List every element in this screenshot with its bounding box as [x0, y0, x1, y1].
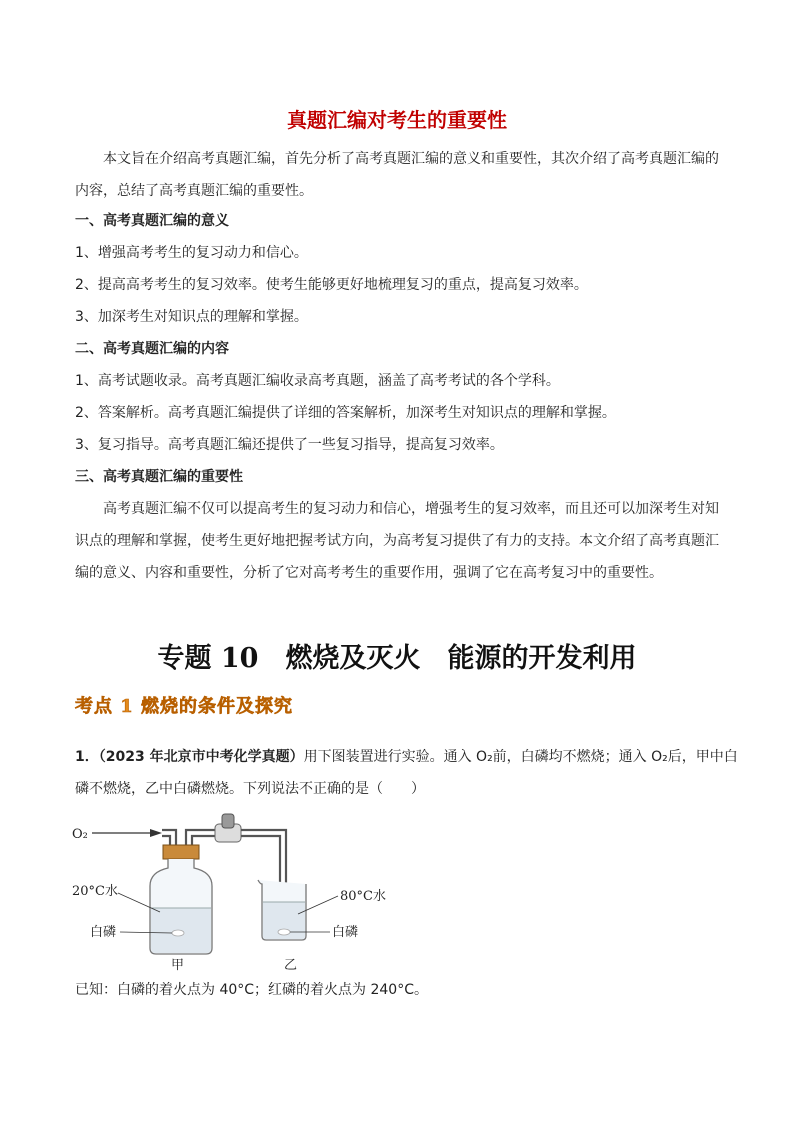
question-text-1: 用下图装置进行实验。通入 O₂前，白磷均不燃烧；通入 O₂后，甲中白 [303, 749, 738, 765]
left-phosphorus-label: 白磷 [90, 925, 117, 940]
question-number: 1． [75, 749, 99, 765]
section-2-heading: 二、高考真题汇编的内容 [75, 341, 229, 357]
beaker-white-phosphorus [278, 929, 290, 935]
section-2-item-1: 1、高考试题收录。高考真题汇编收录高考真题，涵盖了高考考试的各个学科。 [75, 373, 560, 389]
right-apparatus-name: 乙 [284, 958, 298, 973]
stopcock-handle [222, 814, 234, 828]
question-line-1 [75, 746, 738, 768]
right-phosphorus-label: 白磷 [332, 925, 359, 940]
o2-arrow-head [150, 829, 162, 837]
question-line-2: 磷不燃烧，乙中白磷燃烧。下列说法不正确的是（ ） [75, 781, 425, 797]
section-1-item-3: 3、加深考生对知识点的理解和掌握。 [75, 309, 308, 325]
section-1-item-1: 1、增强高考考生的复习动力和信心。 [75, 245, 308, 261]
section-3-paragraph: 高考真题汇编不仅可以提高考生的复习动力和信心，增强考生的复习效率，而且还可以加深考生对知识点的理解和掌握，使考生更好地把握考试方向，为高考复习提供了有力的支持。本文介绍了高考真题汇编的意义、内容和重要性，分析了它对高考考生的重要作用，强调了它在高考复习中的重要性。 [75, 501, 719, 581]
left-apparatus-name: 甲 [171, 958, 185, 973]
section-1-item-2: 2、提高高考考生的复习效率。使考生能够更好地梳理复习的重点，提高复习效率。 [75, 277, 588, 293]
experiment-apparatus-figure [70, 812, 400, 974]
topic-title: 专题 10 燃烧及灭火 能源的开发利用 [157, 643, 637, 674]
kaodian-heading: 考点 1 燃烧的条件及探究 [75, 696, 294, 717]
section-3-heading: 三、高考真题汇编的重要性 [75, 469, 243, 485]
section-1-heading: 一、高考真题汇编的意义 [75, 213, 229, 229]
rubber-stopper [163, 845, 199, 859]
document-title: 真题汇编对考生的重要性 [287, 108, 507, 132]
question-source: （2023 年北京市中考化学真题） [98, 749, 304, 765]
intro-paragraph: 本文旨在介绍高考真题汇编，首先分析了高考真题汇编的意义和重要性，其次介绍了高考真题汇编的内容，总结了高考真题汇编的重要性。 [75, 151, 719, 199]
left-water-label: 20°C水 [72, 884, 118, 899]
known-condition: 已知：白磷的着火点为 40°C；红磷的着火点为 240°C。 [75, 982, 428, 998]
section-2-item-3: 3、复习指导。高考真题汇编还提供了一些复习指导，提高复习效率。 [75, 437, 504, 453]
right-water-label: 80°C水 [340, 889, 386, 904]
bottle-white-phosphorus [172, 930, 184, 936]
o2-label: O₂ [72, 827, 88, 842]
section-2-item-2: 2、答案解析。高考真题汇编提供了详细的答案解析，加深考生对知识点的理解和掌握。 [75, 405, 616, 421]
